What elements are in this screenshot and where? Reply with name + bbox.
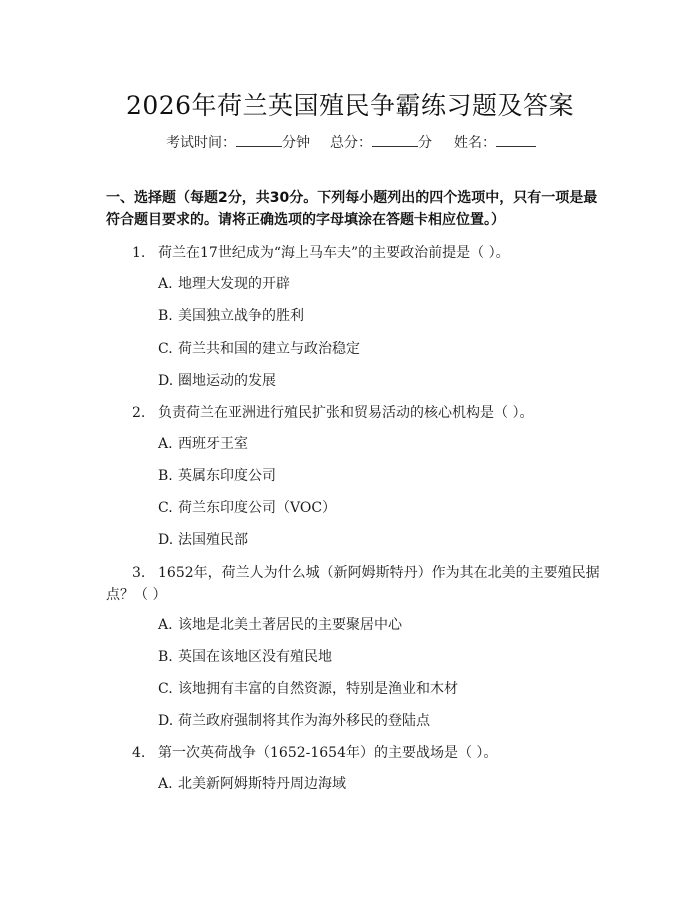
option-1c xyxy=(158,338,360,360)
question-number: 2. xyxy=(132,405,146,421)
option-text: 地理大发现的开辟 xyxy=(178,276,290,292)
question-number: 4. xyxy=(132,745,146,761)
option-text: 荷兰政府强制将其作为海外移民的登陆点 xyxy=(178,713,430,729)
page-title: 2026年荷兰英国殖民争霸练习题及答案 xyxy=(125,91,575,120)
exam-time-field xyxy=(166,132,310,152)
option-text: 英属东印度公司 xyxy=(178,468,276,484)
option-text: 该地拥有丰富的自然资源，特别是渔业和木材 xyxy=(178,681,458,697)
option-3d xyxy=(158,710,430,732)
option-letter: D. xyxy=(158,532,174,548)
student-name-field xyxy=(454,132,536,152)
total-score-label: 总分： xyxy=(330,135,372,151)
question-text: 第一次英荷战争（1652-1654年）的主要战场是（ ）。 xyxy=(158,745,498,761)
student-name-blank xyxy=(496,134,536,147)
option-letter: D. xyxy=(158,373,174,389)
question-text: 负责荷兰在亚洲进行殖民扩张和贸易活动的核心机构是（ ）。 xyxy=(158,405,534,421)
option-3a xyxy=(158,614,402,636)
option-text: 该地是北美土著居民的主要聚居中心 xyxy=(178,617,402,633)
exam-time-blank xyxy=(236,134,282,147)
option-letter: A. xyxy=(158,276,173,292)
option-letter: D. xyxy=(158,713,174,729)
option-letter: A. xyxy=(158,617,173,633)
option-letter: A. xyxy=(158,436,173,452)
option-letter: C. xyxy=(158,681,173,697)
option-text: 西班牙王室 xyxy=(178,436,248,452)
option-3c xyxy=(158,678,458,700)
option-2d xyxy=(158,529,248,551)
option-letter: B. xyxy=(158,468,173,484)
option-letter: B. xyxy=(158,308,173,324)
option-4a xyxy=(158,773,346,795)
question-2 xyxy=(106,402,600,424)
option-1b xyxy=(158,305,304,327)
exam-time-unit: 分钟 xyxy=(282,135,310,151)
option-text: 英国在该地区没有殖民地 xyxy=(178,649,332,665)
option-text: 北美新阿姆斯特丹周边海域 xyxy=(178,776,346,792)
option-2c xyxy=(158,497,336,519)
option-3b xyxy=(158,646,332,668)
option-letter: C. xyxy=(158,500,173,516)
option-text: 荷兰东印度公司（VOC） xyxy=(178,500,337,516)
total-score-unit: 分 xyxy=(418,135,432,151)
total-score-blank xyxy=(372,134,418,147)
question-1 xyxy=(106,242,600,264)
student-name-label: 姓名： xyxy=(454,135,496,151)
option-2a xyxy=(158,433,248,455)
option-letter: B. xyxy=(158,649,173,665)
option-1d xyxy=(158,370,276,392)
question-4 xyxy=(106,742,600,764)
exam-time-label: 考试时间： xyxy=(166,135,236,151)
option-text: 美国独立战争的胜利 xyxy=(178,308,304,324)
question-text: 1652年，荷兰人为什么城（新阿姆斯特丹）作为其在北美的主要殖民据点？（ ） xyxy=(106,565,600,603)
option-text: 圈地运动的发展 xyxy=(178,373,276,389)
question-text: 荷兰在17世纪成为“海上马车夫”的主要政治前提是（ ）。 xyxy=(158,245,510,261)
option-text: 荷兰共和国的建立与政治稳定 xyxy=(178,341,360,357)
option-letter: A. xyxy=(158,776,173,792)
question-number: 1. xyxy=(132,245,146,261)
question-number: 3. xyxy=(132,565,146,581)
option-text: 法国殖民部 xyxy=(178,532,248,548)
total-score-field xyxy=(330,132,432,152)
option-letter: C. xyxy=(158,341,173,357)
option-2b xyxy=(158,465,276,487)
section-heading: 一、选择题（每题2分，共30分。下列每小题列出的四个选项中，只有一项是最符合题目要求的。请将正确选项的字母填涂在答题卡相应位置。） xyxy=(106,190,598,228)
option-1a xyxy=(158,273,290,295)
question-3 xyxy=(106,562,600,606)
